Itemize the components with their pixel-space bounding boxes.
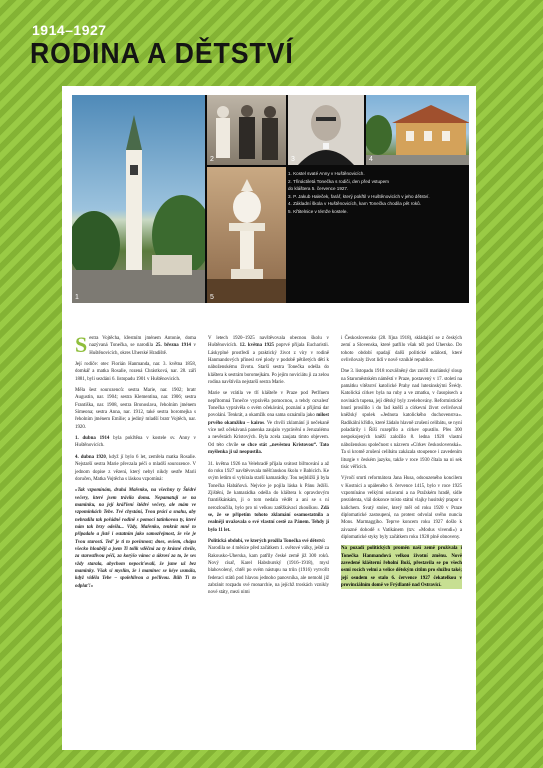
drop-cap: S: [75, 332, 88, 357]
photo-number: 4: [369, 156, 373, 163]
paragraph: V letech 1920–1925 navštěvovala obecnou školu v Huštěnovicích. 12. května 1925 poprvé přijala Eucharistii. Láskyplné prostředí a praktický život z víry v rodině Hanmandových přinesl své plody v podobě pětiletých dětí k náboženskému životu. Starší sestra Tonečka odešla do kláštera k sestrám boromejkám. Po jejím noviciátu ji za zelou rodina navštívila nejstarší sestra Marie.: [208, 336, 329, 386]
caption-line: 2. Třináctiletá Tonečka s rodiči, den před vstupem: [288, 178, 389, 184]
photo-number: 1: [75, 294, 79, 301]
text-column-2: [208, 335, 329, 601]
paragraph: Měla šest sourozenců: sestra Marie, nar. 1902; bratr Augustin, nar. 1904; sestra Klementina, nar. 1906; sestra Františka, nar. 1908, sestra Bronoslava, řeholním jménem Simeona; sestra Anna, nar. 1912, také sestra boromejka s řeholním jménem Emílie; a jediný mladší bratr Vojtěch, nar. 1920.: [75, 388, 196, 430]
text-column-1: [75, 332, 196, 594]
caption-line: 4. Základní škola v Huštěnovicích, kam Tonečka chodila pět roků.: [288, 201, 421, 207]
letter-quote: »Tak vzpomínám, drahá Mařenko, na všechny ty Štědré večery, které jsem trávila doma. Nepamatuji se na maminku, na její kráľlení štědré večery, ale mám ve vzpomínkách Tebe. Tvé chystání, Tvou práci a snahu, aby nebradila tak pořádně rodině s pomocí tatínkovou ty, které nám tak brzy odešla... Vždy, Mařenko, tenkrát mně to připadalo a jistě i ostatním jako samozřejmost, že vše je Tvou starostí. Teď je ti to povinnost; dnes, ovšem, chápu všecko hlouběji a jsem Ti tolik vděčná za ty krásné chvíle, za starostlivou péči, za korýšo vánoc a úkroví za to, že ses vždy starala, abychom nepociťovali, že jsme už bez maminky. Však si myslím, že i maminec se kéye usmála, když viděla Tebe – spolehlivou a pečlivou. Bůh Ti to odplať!«: [75, 488, 196, 589]
paragraph: Její rodiče: otec Florián Hanmanda, nar. 3. května 1858, domkář a matka Rosalie, rozená Chrástková, nar. 28. září 1881, byli sezdáni 6. listopadu 1901 v Huštěnovicích.: [75, 362, 196, 382]
paragraph: Politická období, ve kterých prožila Tonečka své dětství: Narodila se 4 měsíce před začátkem 1. světové války, ještě za Rakousko-Uherska, kam patřily české země již 300 roků. Nový císař, Karel Habsburský (1916–1918), mysl blahovolený, chtěl po svém nástupu na trůn (1916) vytvořit federaci států pod hlavou jednoho panovníka, ale nemohl již zabránit rozpadu své monarchie, na jejíchž troskách vznikly nové státy, mezi nimi: [208, 538, 329, 596]
paragraph: 31. května 1926 na Velehradě přijala svátost biřmování a až do roku 1927 navštěvovala měšťanskou školu v Babicích. Ke svým letům si vybírala starší kamarádky. Tou nejbližší ji byla Tonečka Habáňová. Nejvíce je pojila láska k Pánu Ježíši. Zjištění, že kamarádka odešla do kláštera k opravdovým františkánkám, ji o tom nedala vědět a ani se s ní nerozloučila, bylo pro ni velkou zatěžkávací zkouškou. Zdá se, že se připetím tohoto zklamání osamostatnila a realněji uvažovala o své vlastní cestě za Pánem. Tehdy jí bylo 11 let.: [208, 461, 329, 533]
paragraph: Marie se vrátila ve tří klášteře v Praze pod Petřínem nepřítomná Tonečce vyprávěla pomocnou, a tehdy ozvalesť Tonečka vyprávěla o svém očekávání, poznání a přijímá dar povolání. Tenkrát, a okamžik ona sama oznámila jako milost prvého okamžiku – kairos. Ve chvíli zklamání ji nečekaně více než očekávaná panenka zaujalo vyprávění o Jeruzalému a nevěstách Kristových. Byla zcela zaujata tímto objevem. Od této chvíle se chce stát „nevěstou Kristovou“. Tato myšlenka ji už neopustila.: [208, 391, 329, 456]
period-years: 1914–1927: [32, 22, 107, 38]
caption-line: 3. P. Jakub Haleček, farář, který pokřtil v Huštěnovicích v jeho dětství.: [288, 193, 430, 199]
section-heading: Politická období, ve kterých prožila Tonečka své dětství:: [208, 538, 326, 544]
photo-number: 3: [291, 156, 295, 163]
paragraph: 4. dubna 1920, když jí bylo 6 let, zemřela matka Rosalie. Nejstarší sestra Marie převzala péči o mladší sourozence. V jednom dopise z vězení, který nebyl nikdy sestře Marii doručen, Matka Vojtěcha s láskou vzpomíná:: [75, 454, 196, 482]
photo-number: 5: [210, 294, 214, 301]
caption-line: 5. Křtitelnice v témže kostele.: [288, 208, 348, 214]
priest-portrait-photo: [288, 95, 364, 165]
page-title: RODINA A DĚTSTVÍ: [30, 38, 294, 70]
village-house-photo: [366, 95, 469, 165]
church-tower-photo: [72, 95, 205, 303]
paragraph: 1. dubna 1914 byla pokřtěna v kostele sv. Anny v Huštěnovicích.: [75, 436, 196, 449]
paragraph: Dne 3. listopadu 1918 rozvášněný dav zničil mariánský sloup na Staroměstském náměstí v Praze, postavený v 17. století na památku vítězství katolické Prahy nad luteránskými Švédy. Katolická církev byla na ruby a ve zmatku, v časopisech a novinách tupena, její dětský byly zvelebovány. Reformistické hnutí prosílilo i do řad kněží a církevní život ovlivňoval kněžský spolek »Jednota katolického duchovenstva«. Radikální křídlo, které žádalo hlavně zrušení celibátu, se nyní poladárily i Říší rozepřilo a církev opustilo. Přes 300 nespokojených kněží založilo 8. ledna 1920 vlastní náboženskou společnost s názvem »Církev československá«. Ta si kromě zrušení celibátu zakázala stoupence i zavedením liturgie v českém jazyku, takže v roce 1930 čítala na ni sek tisíc věřících.: [341, 369, 462, 470]
photo-number: 2: [210, 156, 214, 163]
photo-strip: [72, 95, 469, 303]
paragraph: Výročí smrti reformátora Jana Husa, odsouzeného koncilem v Kostnici a upáleného 6. července 1415, bylo v roce 1925 vzpomínáno velkými oslavami a na Pražském hradě, sídle prezidenta, vlál dokonce místo státní vlajky husitský prapor s kalichem. Svatý stolec, který měl od roku 1920 v Praze diplomatické zastoupení, na protest odvolal svého nuncia Mons. Marmaggiho. Teprve koncem roku 1927 došlo k závazné dohodě s Vatikánem (tzv. »Modus vivendi«) a diplomatické styky byly začátkem roku 1928 plně obnoveny.: [341, 476, 462, 540]
caption-line: 1. Kostel svaté Anny v Huštěnovicích.: [288, 171, 365, 176]
photo-captions: [288, 170, 466, 216]
caption-line: do kláštera 5. července 1927.: [288, 186, 349, 192]
paragraph: i Československo (28. října 1918), skládající se z českých zemí a Slovenska, které patřilo však též pod Uhersko. Do tohoto období spadají další politické události, které ovlivňovaly život lidí v nově vzniklé republice.: [341, 336, 462, 364]
paragraph: Sestra Vojtěcha, křestním jménem Antonie, doma nazývaná Tonečka, se narodila 25. března 1914 v Huštěnovicích, okres Uherské Hradiště.: [75, 332, 196, 357]
family-portrait-photo: [207, 95, 286, 165]
baptismal-font-photo: [207, 167, 286, 303]
text-column-3: [341, 335, 462, 593]
highlighted-paragraph: Na pozadí politických proměn naší země prožívala i Tonečka Hanmandová velkou životní změnu. Nově zavedené klášterní řeholní Boží, přestavila se po všech osmi rocích velmi a velice dětským citům pro službu také; její osudem se stalo 6. července 1927 čekatelkou v provinciálním domě ve Frýdlantě nad Ostravicí.: [341, 546, 462, 588]
